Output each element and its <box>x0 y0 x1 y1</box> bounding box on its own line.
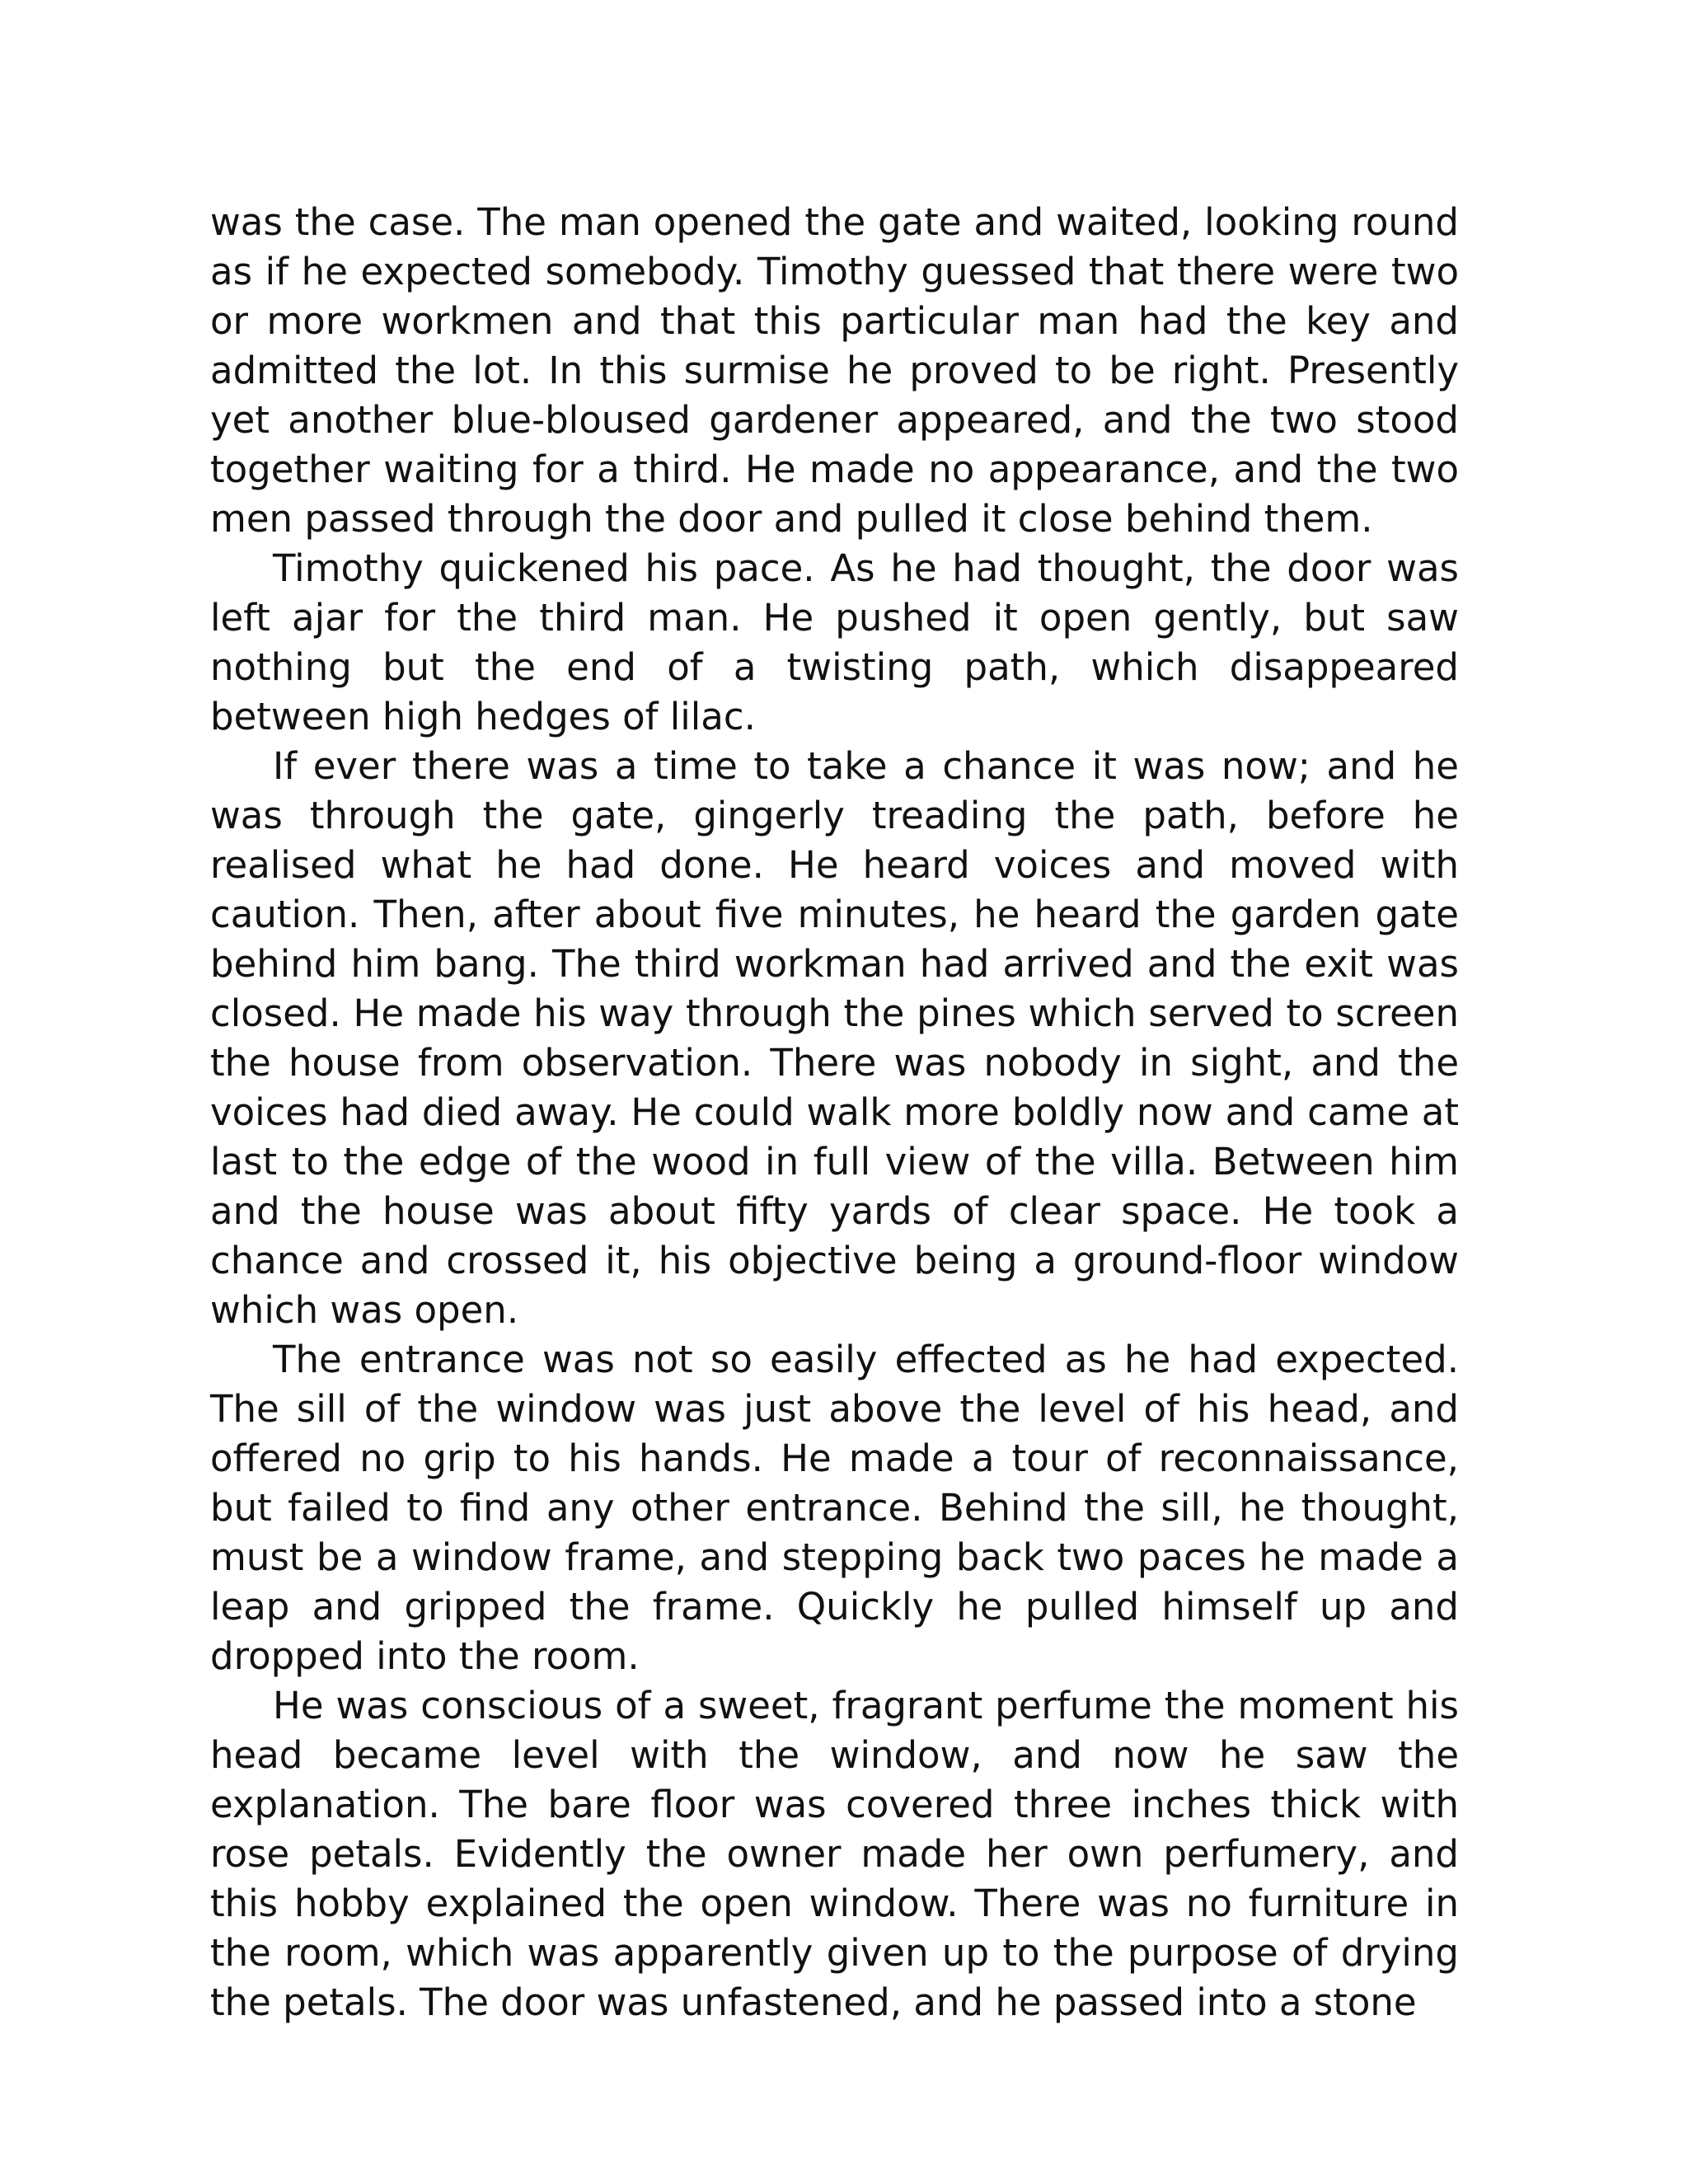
paragraph-1: was the case. The man opened the gate and waited, looking round as if he expected somebody. Timothy guessed that there were two or more workmen and that this particular man had the key and admitted the lot. In this surmise he proved to be right. Presently yet another blue-bloused gardener appeared, and the two stood together waiting for a third. He made no appearance, and the two men passed through the door and pulled it close behind them. <box>210 200 1459 541</box>
paragraph-4: The entrance was not so easily effected as he had expected. The sill of the window was just above the level of his head, and offered no grip to his hands. He made a tour of reconnaissance, but failed to find any other entrance. Behind the sill, he thought, must be a window frame, and stepping back two paces he made a leap and gripped the frame. Quickly he pulled himself up and dropped into the room. <box>210 1338 1459 1678</box>
paragraph-5: He was conscious of a sweet, fragrant perfume the moment his head became level with the window, and now he saw the explanation. The bare floor was covered three inches thick with rose petals. Evidently the owner made her own perfumery, and this hobby explained the open window. There was no furniture in the room, which was apparently given up to the purpose of drying the petals. The door was unfastened, and he passed into a stone <box>210 1684 1459 2024</box>
paragraph-3: If ever there was a time to take a chance it was now; and he was through the gate, gingerly treading the path, before he realised what he had done. He heard voices and moved with caution. Then, after about five minutes, he heard the garden gate behind him bang. The third workman had arrived and the exit was closed. He made his way through the pines which served to screen the house from observation. There was nobody in sight, and the voices had died away. He could walk more boldly now and came at last to the edge of the wood in full view of the villa. Between him and the house was about fifty yards of clear space. He took a chance and crossed it, his objective being a ground-floor window which was open. <box>210 744 1459 1332</box>
paragraph-2: Timothy quickened his pace. As he had thought, the door was left ajar for the third man. He pushed it open gently, but saw nothing but the end of a twisting path, which disappeared between high hedges of lilac. <box>210 546 1459 738</box>
body-text <box>210 198 1459 2027</box>
